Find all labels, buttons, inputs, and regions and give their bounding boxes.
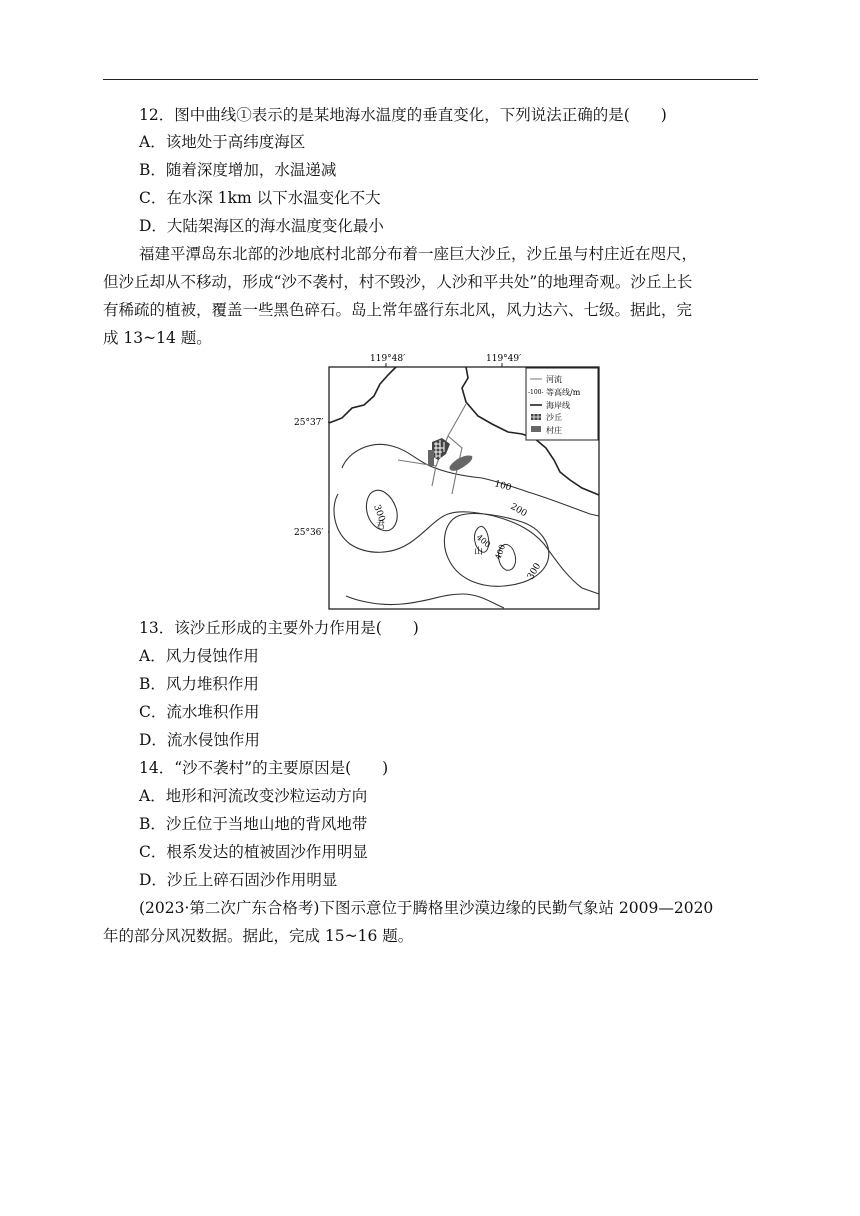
q14-option-a: A．地形和河流改变沙粒运动方向 — [139, 787, 368, 805]
legend-village: 村庄 — [546, 426, 562, 435]
place-label-jun: 君 — [376, 521, 386, 531]
contour-label-200: 200 — [508, 501, 529, 520]
legend-contour: 等高线/m — [546, 388, 581, 397]
contour-label-400-b: 400 — [493, 543, 508, 561]
village-west — [428, 450, 434, 466]
legend-coastline: 海岸线 — [546, 401, 570, 410]
passage2-line-1: (2023·第二次广东合格考)下图示意位于腾格里沙漠边缘的民勤气象站 2009—2020 — [139, 899, 714, 917]
contour-label-400-a: 400 — [474, 532, 493, 550]
q14-stem: 14．“沙不袭村”的主要原因是( ) — [139, 759, 389, 777]
q13-option-d: D．流水侵蚀作用 — [139, 731, 260, 749]
passage1-line-1: 福建平潭岛东北部的沙地底村北部分布着一座巨大沙丘，沙丘虽与村庄近在咫尺， — [139, 245, 698, 263]
q12-option-a: A．该地处于高纬度海区 — [139, 133, 306, 151]
q13-option-a: A．风力侵蚀作用 — [139, 647, 259, 665]
passage1-line-3: 有稀疏的植被，覆盖一些黑色碎石。岛上常年盛行东北风，风力达六、七级。据此，完 — [103, 301, 693, 319]
q13-option-c: C．流水堆积作用 — [139, 703, 260, 721]
q12-stem: 12．图中曲线①表示的是某地海水温度的垂直变化，下列说法正确的是( ) — [139, 106, 667, 124]
lat-label-2: 25°36′ — [294, 528, 324, 538]
map-legend — [526, 368, 598, 440]
passage2-line-2: 年的部分风况数据。据此，完成 15~16 题。 — [103, 927, 414, 945]
q13-option-b: B．风力堆积作用 — [139, 675, 259, 693]
passage1-line-4: 成 13~14 题。 — [103, 329, 212, 347]
q12-option-c: C．在水深 1km 以下水温变化不大 — [139, 189, 381, 207]
place-label-shan: 山 — [474, 547, 484, 557]
header-rule — [103, 79, 758, 80]
lon-label-1: 119°48′ — [370, 354, 406, 364]
q12-option-b: B．随着深度增加，水温递减 — [139, 161, 337, 179]
q13-stem: 13．该沙丘形成的主要外力作用是( ) — [139, 619, 419, 637]
legend-dune: 沙丘 — [546, 413, 562, 422]
contour-label-300-east: 300 — [525, 561, 544, 582]
q14-option-c: C．根系发达的植被固沙作用明显 — [139, 843, 368, 861]
contour-label-300-west: 300 — [371, 503, 387, 524]
q12-option-d: D．大陆架海区的海水温度变化最小 — [139, 217, 384, 235]
lon-label-2: 119°49′ — [486, 354, 522, 364]
passage1-line-2: 但沙丘却从不移动，形成“沙不袭村，村不毁沙，人沙和平共处”的地理奇观。沙丘上长 — [103, 273, 693, 291]
contour-label-100: 100 — [493, 479, 513, 494]
legend-river: 河流 — [546, 375, 562, 384]
q14-option-d: D．沙丘上碎石固沙作用明显 — [139, 871, 338, 889]
topographic-map — [290, 348, 610, 610]
q14-option-b: B．沙丘位于当地山地的背风地带 — [139, 815, 368, 833]
legend-contour-sample: -100- — [528, 389, 544, 396]
lat-label-1: 25°37′ — [294, 418, 324, 428]
